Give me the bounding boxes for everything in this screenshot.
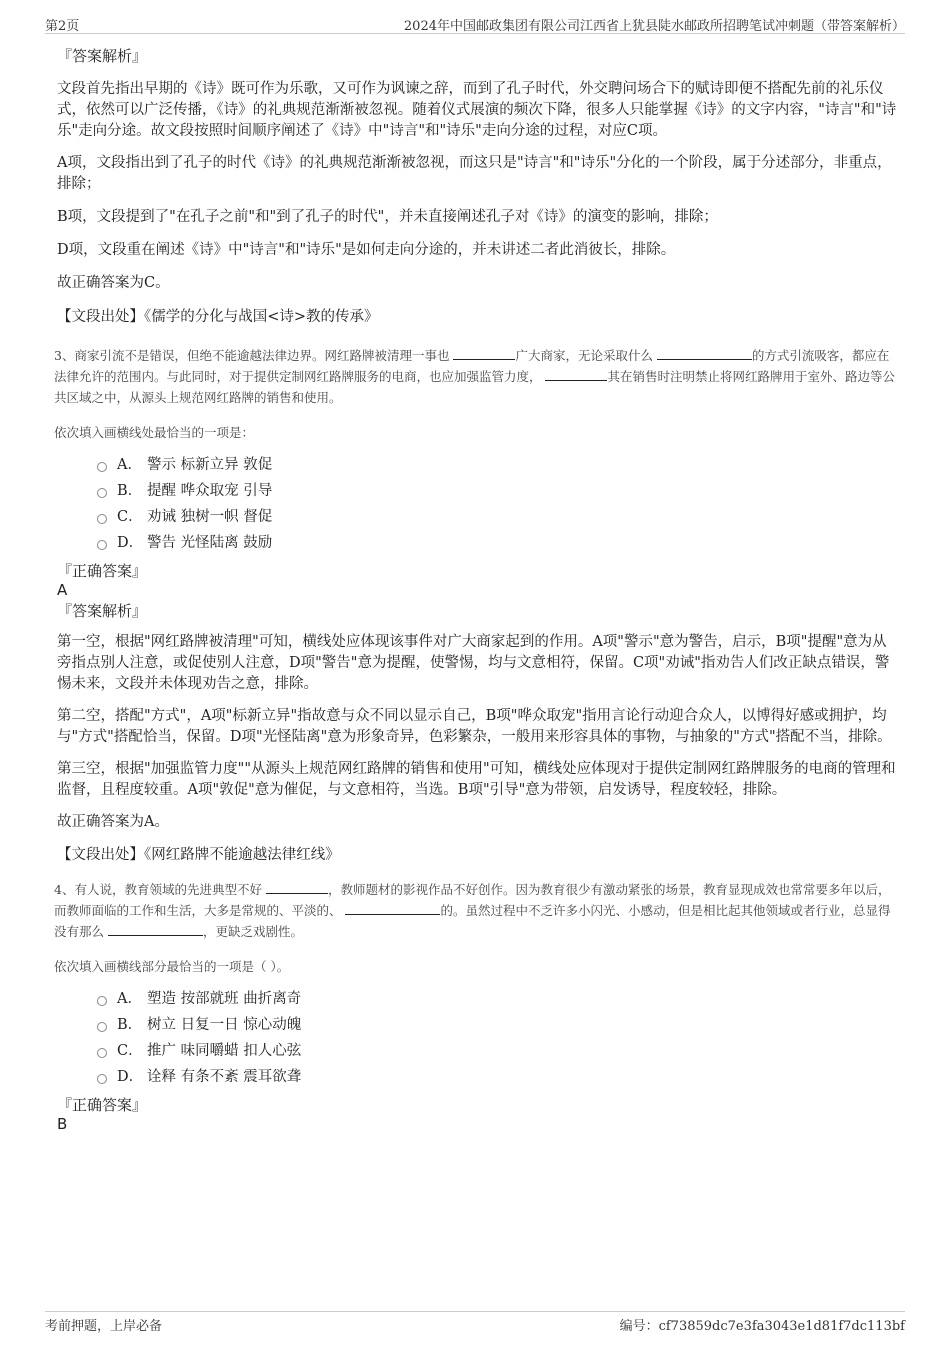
page-content (54, 46, 897, 1133)
option-c[interactable]: C． 推广 味同嚼蜡 扣人心弦 (97, 1038, 897, 1064)
answer-blank (657, 347, 752, 360)
answer-blank (345, 902, 440, 915)
option-b[interactable]: B． 提醒 哗众取宠 引导 (97, 478, 897, 504)
option-c[interactable]: C． 劝诫 独树一帜 督促 (97, 504, 897, 530)
correct-answer: B (57, 1115, 68, 1133)
analysis-paragraph: 第一空，根据"网红路牌被清理"可知，横线处应体现该事件对广大商家起到的作用。A项"警示"意为警告，启示，B项"提醒"意为从旁指点别人注意，或促使别人注意，D项"警告"意为提醒，使警惕，均与文意相符，保留。C项"劝诫"指劝告人们改正缺点错误，警惕未来，文段并未体现劝告之意，排除。 (57, 634, 890, 692)
correct-answer-label: 『正确答案』 (57, 562, 148, 580)
page-number: 第2页 (45, 19, 80, 34)
analysis-paragraph: D项，文段重在阐述《诗》中"诗言"和"诗乐"是如何走向分途的，并未讲述二者此消彼长，排除。 (57, 242, 676, 258)
question-stem: 3、商家引流不是错误，但绝不能逾越法律边界。网红路牌被清理一事也 广大商家，无论采取什么 的方式引流吸客，都应在法律允许的范围内。与此同时，对于提供定制网红路牌服务的电商，也应加强监管力度， 其在销售时注明禁止将网红路牌用于室外、路边等公共区域之中，从源头上规范网红路牌的销售和使用。 (54, 348, 895, 405)
radio-icon[interactable] (97, 462, 107, 472)
page-footer (45, 1311, 905, 1334)
conclusion: 故正确答案为C。 (57, 275, 170, 291)
option-a[interactable]: A． 警示 标新立异 敦促 (97, 452, 897, 478)
option-list (97, 986, 897, 1090)
analysis-paragraph: B项，文段提到了"在孔子之前"和"到了孔子的时代"，并未直接阐述孔子对《诗》的演变的影响，排除； (57, 209, 718, 225)
correct-answer: A (57, 581, 68, 599)
document-code: 编号：cf73859dc7e3fa3043e1d81f7dc113bf (619, 1319, 905, 1334)
option-list (97, 452, 897, 556)
footer-slogan: 考前押题，上岸必备 (45, 1319, 163, 1334)
question-prompt: 依次填入画横线部分最恰当的一项是（ ）。 (54, 959, 290, 974)
page-header (45, 13, 905, 34)
analysis-paragraph: 第二空，搭配"方式"，A项"标新立异"指故意与众不同以显示自己，B项"哗众取宠"指用言论行动迎合众人，以博得好感或拥护，均与"方式"搭配恰当，保留。D项"光怪陆离"意为形象奇异，色彩繁杂，一般用来形容具体的事物，与抽象的"方式"搭配不当，排除。 (57, 708, 892, 745)
radio-icon[interactable] (97, 1048, 107, 1058)
analysis-label: 『答案解析』 (57, 47, 148, 65)
radio-icon[interactable] (97, 996, 107, 1006)
analysis-paragraph: A项，文段指出到了孔子的时代《诗》的礼典规范渐渐被忽视，而这只是"诗言"和"诗乐"分化的一个阶段，属于分述部分，非重点，排除； (57, 155, 892, 192)
radio-icon[interactable] (97, 514, 107, 524)
option-b[interactable]: B． 树立 日复一日 惊心动魄 (97, 1012, 897, 1038)
answer-blank (108, 923, 203, 936)
radio-icon[interactable] (97, 488, 107, 498)
source-citation: 【文段出处】《网红路牌不能逾越法律红线》 (57, 847, 340, 863)
answer-blank (453, 347, 515, 360)
radio-icon[interactable] (97, 1074, 107, 1084)
conclusion: 故正确答案为A。 (57, 814, 169, 830)
radio-icon[interactable] (97, 540, 107, 550)
option-a[interactable]: A． 塑造 按部就班 曲折离奇 (97, 986, 897, 1012)
question-prompt: 依次填入画横线处最恰当的一项是： (54, 425, 255, 440)
correct-answer-label: 『正确答案』 (57, 1096, 148, 1114)
option-d[interactable]: D． 诠释 有条不紊 震耳欲聋 (97, 1064, 897, 1090)
question-stem: 4、有人说，教育领域的先进典型不好 ，教师题材的影视作品不好创作。因为教育很少有激动紧张的场景，教育显现成效也常常要多年以后，而教师面临的工作和生活，大多是常规的、平淡的、 的。虽然过程中不乏许多小闪光、小感动，但是相比起其他领域或者行业，总显得没有那么 ，更缺乏戏剧性。 (54, 882, 891, 939)
option-d[interactable]: D． 警告 光怪陆离 鼓励 (97, 530, 897, 556)
radio-icon[interactable] (97, 1022, 107, 1032)
source-citation: 【文段出处】《儒学的分化与战国<诗>教的传承》 (57, 309, 379, 325)
document-title: 2024年中国邮政集团有限公司江西省上犹县陡水邮政所招聘笔试冲刺题（带答案解析） (403, 19, 905, 34)
answer-blank (545, 368, 607, 381)
analysis-paragraph: 第三空，根据"加强监管力度""从源头上规范网红路牌的销售和使用"可知，横线处应体现对于提供定制网红路牌服务的电商的管理和监督，且程度较重。A项"敦促"意为催促，与文意相符，当选。B项"引导"意为带领，启发诱导，程度较轻，排除。 (57, 761, 896, 798)
analysis-paragraph: 文段首先指出早期的《诗》既可作为乐歌，又可作为讽谏之辞，而到了孔子时代，外交聘问场合下的赋诗即便不搭配先前的礼乐仪式，依然可以广泛传播，《诗》的礼典规范渐渐被忽视。随着仪式展演的频次下降，很多人只能掌握《诗》的文字内容，"诗言"和"诗乐"走向分途。故文段按照时间顺序阐述了《诗》中"诗言"和"诗乐"走向分途的过程，对应C项。 (57, 81, 897, 139)
analysis-label: 『答案解析』 (57, 602, 148, 620)
answer-blank (266, 881, 328, 894)
